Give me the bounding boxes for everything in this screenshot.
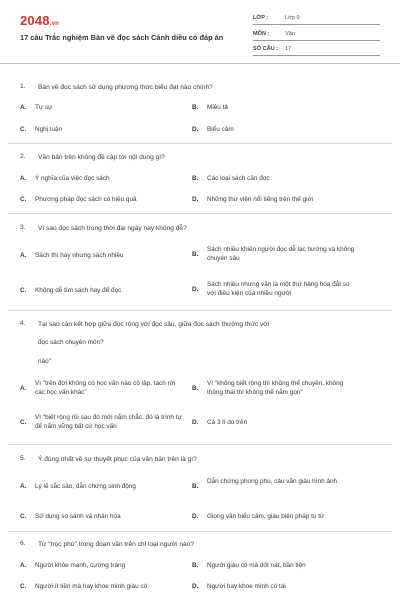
option-text: Các loại sách cần đọc — [207, 175, 270, 182]
option-letter: D. — [192, 126, 199, 133]
option-text: Sách nhiều khiến người đọc dễ lạc hướng và không chuyên sâu — [207, 246, 355, 262]
question-number: 2. — [20, 153, 26, 160]
option-text: Giọng văn biểu cảm, giàu biện pháp tu từ — [207, 513, 325, 520]
question-4-text-line-3: nào" — [38, 358, 51, 365]
option-letter: A. — [20, 562, 27, 569]
option-text: Tự sự — [35, 104, 53, 111]
question-text: Văn bản trên không đề cập tới nội dung gì? — [38, 154, 165, 161]
meta-subject-row — [253, 29, 380, 41]
meta-subject-value: Văn — [285, 31, 295, 37]
option-text: Sử dụng so sánh và nhân hóa — [35, 513, 121, 520]
option-letter: C. — [20, 419, 27, 426]
logo-main: 2048 — [20, 13, 50, 28]
option-letter: B. — [192, 104, 199, 111]
option-text: Biểu cảm — [207, 126, 234, 133]
question-text: Vì sao đọc sách trong thời đại ngày nay không dễ? — [38, 225, 187, 232]
option-text: Người khỏe mạnh, cường tráng — [35, 562, 126, 569]
question-number: 5. — [20, 455, 26, 462]
option-text: Ý nghĩa của việc đọc sách — [35, 175, 110, 182]
option-text: Không dễ tìm sách hay để đọc — [35, 287, 122, 294]
option-text: Người hay khoe mình có tài — [207, 583, 286, 590]
meta-subject-key: MÔN : — [253, 31, 270, 37]
question-text: Tại sao cần kết hợp giữa đọc rộng với đọc sâu, giữa đọc sách thường thức với — [38, 321, 270, 328]
option-letter: D. — [192, 583, 199, 590]
question-number: 3. — [20, 224, 26, 231]
question-text: Từ "trọc phú" trong đoạn văn trên chỉ loại người nào? — [38, 541, 195, 548]
question-divider — [8, 444, 392, 445]
option-text: Những thư viện nổi tiếng trên thế giới — [207, 196, 314, 203]
option-text: Người ít tiền mà hay khoe mình giàu có — [35, 583, 148, 590]
question-divider — [8, 531, 392, 532]
page-title: 17 câu Trắc nghiệm Bàn về đọc sách Cánh diều có đáp án — [20, 33, 224, 42]
option-text: Lý lẽ sắc sảo, dẫn chứng sinh động — [35, 483, 136, 490]
meta-count-row — [253, 44, 380, 56]
option-letter: C. — [20, 513, 27, 520]
option-letter: B. — [192, 483, 199, 490]
question-text: Ý đúng nhất về sự thuyết phục của văn bản trên là gì? — [38, 456, 197, 463]
option-letter: D. — [192, 513, 199, 520]
site-logo[interactable] — [20, 13, 59, 28]
option-letter: A. — [20, 175, 27, 182]
option-letter: A. — [20, 104, 27, 111]
option-text: Vì "biết rộng rồi sau đó mới nắm chắc, đó là trình tự để nắm vững bất cứ học vấn — [35, 414, 182, 430]
option-letter: D. — [192, 196, 199, 203]
option-text: Sách nhiều nhưng văn là một thứ hàng hóa đắt so với điều kiện của nhiều người — [207, 281, 350, 297]
option-letter: B. — [192, 562, 199, 569]
meta-count-value: 17 — [285, 46, 292, 52]
header-divider — [0, 63, 400, 64]
option-letter: C. — [20, 287, 27, 294]
option-letter: A. — [20, 252, 27, 259]
option-text: Cả 3 lí do trên — [207, 419, 248, 426]
meta-class-key: LỚP : — [253, 15, 269, 21]
option-letter: C. — [20, 583, 27, 590]
question-number: 1. — [20, 83, 26, 90]
question-divider — [8, 213, 392, 214]
meta-class-row — [253, 13, 380, 25]
option-text: Miêu tả — [207, 104, 228, 111]
logo-suffix: .vn — [49, 21, 60, 27]
option-letter: B. — [192, 385, 199, 392]
option-letter: A. — [20, 385, 27, 392]
option-letter: C. — [20, 196, 27, 203]
question-4-text-line-2: đọc sách chuyên môn? — [38, 339, 104, 346]
question-number: 4. — [20, 320, 26, 327]
option-text: Vì "trên đời không có học vấn nào cô lập, tách rời các học vấn khác" — [35, 380, 176, 396]
question-divider — [8, 143, 392, 144]
option-text: Người giàu có mà dốt nát, bần tiện — [207, 562, 306, 569]
option-letter: C. — [20, 126, 27, 133]
meta-count-key: SỐ CÂU : — [253, 46, 279, 52]
option-text: Phương pháp đọc sách có hiệu quả — [35, 196, 137, 203]
meta-class-value: Lớp 9 — [285, 15, 300, 21]
question-divider — [8, 310, 392, 311]
option-letter: D. — [192, 419, 199, 426]
question-number: 6. — [20, 540, 26, 547]
option-text: Nghị luận — [35, 126, 63, 133]
option-letter: B. — [192, 175, 199, 182]
option-text: Dẫn chứng phong phú, câu văn giàu hình ảnh — [207, 478, 338, 485]
option-text: Vì "không biết rộng thì không thể chuyên, không thông thái thì không thể nắm gọn" — [207, 380, 344, 396]
option-text: Sách thì hay nhưng sách nhiều — [35, 252, 124, 259]
option-letter: D. — [192, 286, 199, 293]
option-letter: A. — [20, 483, 27, 490]
option-letter: B. — [192, 251, 199, 258]
question-text: Bàn về đọc sách sử dụng phương thức biểu đạt nào chính? — [38, 84, 213, 91]
